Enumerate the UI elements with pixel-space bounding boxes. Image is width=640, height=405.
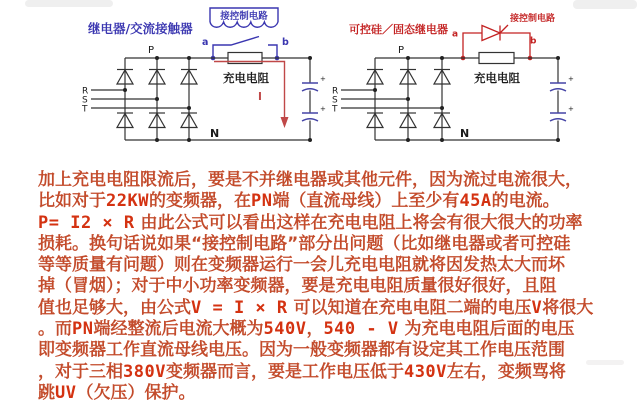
n-node-label: N [460,127,470,140]
emphasized-value: 45A [459,191,492,212]
text-line [38,191,618,212]
callout-coil-icon [210,22,278,27]
phase-t-label: T [82,104,88,115]
terminal-a-label: a [452,29,459,40]
junction-dots [155,56,312,142]
emphasized-value: 430V [403,361,447,382]
emphasized-value: 540V [263,319,307,340]
text-line [38,276,618,297]
three-phase-inputs [331,87,444,115]
control-circuit-callout [210,8,278,27]
charging-resistor-icon [479,53,514,64]
text-line [38,319,618,340]
body-text-segment: 比如对于 [38,191,106,212]
emphasized-value: V [531,297,543,318]
junction-dots [406,56,560,142]
emphasized-value: 540 - V [323,319,399,340]
body-text-segment: 。而 [38,319,72,340]
body-text-segment: 为充电电阻后面的电压 [398,319,575,340]
body-text [38,170,618,404]
emphasized-value: 22KW [106,191,149,212]
n-node-label: N [210,127,220,140]
phase-input-wires [341,90,442,108]
body-text-segment: 左右，变频骂将 [446,361,566,382]
p-node-label: P [148,45,155,56]
body-text-segment: 加上充电电阻限流后，要是不并继电器或其他元件，因为流过电流很大， [38,170,582,190]
text-line [38,234,618,255]
three-phase-inputs [81,87,191,115]
p-node-label: P [398,45,405,56]
body-text-segment: 等等质量有问题）则在变频器运行一会儿充电电阻就将因发热太大而坏 [38,255,565,276]
text-line [38,213,618,234]
body-text-segment: ， [306,319,324,340]
text-line [38,362,618,383]
charging-resistor-label: 充电电阻 [474,71,520,85]
emphasized-value: P= I2 × R [38,212,135,233]
body-text-segment: 端（直流母线）上至少有 [272,191,460,212]
dc-link-capacitors [302,58,326,140]
terminal-b-label: b [282,37,289,48]
callout-label: 接控制电路 [220,11,268,22]
phase-input-wires [91,90,189,108]
body-text-segment: ，对于三相 [38,361,123,382]
phase-r-label: R [332,86,339,97]
relay-diagram [81,8,326,142]
text-line [38,170,618,191]
phase-t-label: T [332,104,338,115]
body-text-segment: 值也足够大，由公式 [38,297,191,318]
thyristor-diagram-title: 可控硅／固态继电器 [349,23,448,36]
charging-resistor-label: 充电电阻 [223,71,269,85]
body-text-segment: 端经整流后电流大概为 [93,319,264,340]
text-line [38,383,618,404]
text-line [38,255,618,276]
thyristor-diagram [331,12,574,142]
phase-s-label: S [332,95,338,106]
terminal-b-label: b [530,36,537,47]
body-text-segment: 的电流。 [491,191,560,212]
emphasized-value: UV [55,382,77,403]
emphasized-value: PN [250,191,273,212]
phase-s-label: S [82,95,88,106]
body-text-segment: 可以知道在充电电阻二端的电压 [287,297,532,318]
body-text-segment: 跳 [38,382,55,403]
text-line [38,340,618,361]
cap-polarity-plus: + [568,105,574,113]
relay-diagram-title: 继电器/交流接触器 [88,21,193,36]
body-text-segment: 损耗。换句话说如果“接控制电路”部分出问题（比如继电器或者可控硅 [38,233,571,254]
emphasized-value: V = I × R [191,297,288,318]
cap-polarity-plus: + [568,75,574,83]
body-text-segment: 变频器而言，要是工作电压低于 [165,361,404,382]
cap-polarity-plus: + [320,75,326,83]
terminal-a-label: a [202,37,209,48]
callout-label: 接控制电路 [510,14,556,24]
dc-link-capacitors [550,58,574,140]
emphasized-value: 380V [123,361,166,382]
phase-r-label: R [82,86,89,97]
cap-polarity-plus: + [320,105,326,113]
emphasized-value: PN [72,319,94,340]
text-line [38,298,618,319]
body-text-segment: （欠压）保护。 [76,382,196,403]
circuit-diagrams [0,0,640,168]
body-text-segment: 掉（冒烟）；对于中小功率变频器，要是充电电阻质量很好很好，且阻 [38,276,557,297]
body-text-segment: 将很大 [542,297,594,318]
current-label: I [258,91,262,103]
body-text-segment: 由此公式可以看出这样在充电电阻上将会有很大很大的功率 [134,212,583,233]
body-text-segment: 的变频器，在 [148,191,251,212]
body-text-segment: 即变频器工作直流母线电压。因为一般变频器都有设定其工作电压范围 [38,340,565,361]
